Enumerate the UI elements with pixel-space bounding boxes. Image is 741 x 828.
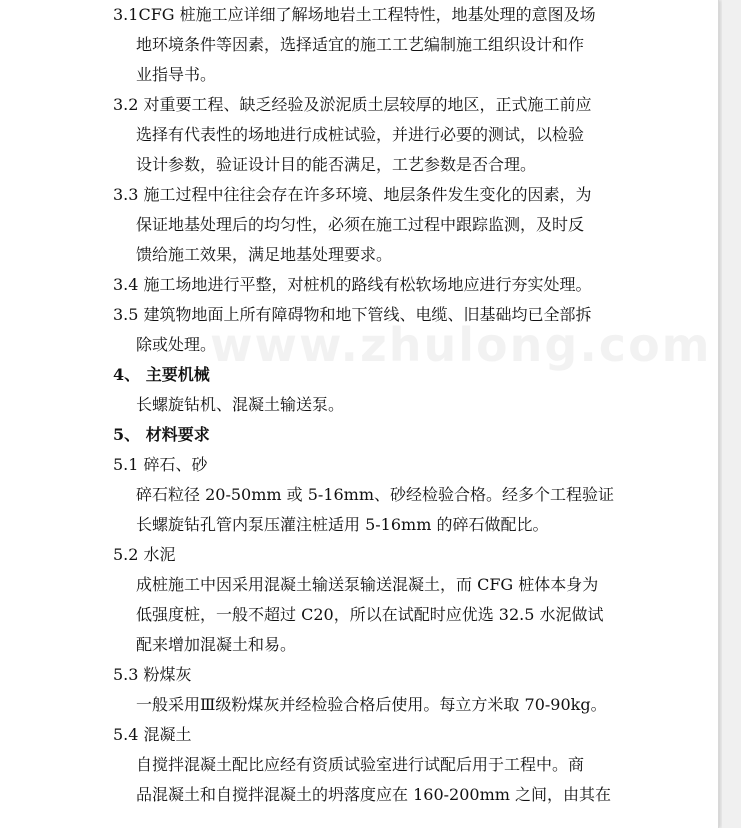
section-heading: 5、 材料要求: [113, 425, 210, 444]
text-line: 除或处理。: [136, 335, 217, 354]
subsection-heading: 5.2 水泥: [113, 545, 176, 564]
subsection-heading: 5.4 混凝土: [113, 725, 192, 744]
text-line: 自搅拌混凝土配比应经有资质试验室进行试配后用于工程中。商: [136, 755, 585, 774]
text-line: 长螺旋钻孔管内泵压灌注桩适用 5-16mm 的碎石做配比。: [136, 515, 549, 534]
text-line: 3.1CFG 桩施工应详细了解场地岩土工程特性，地基处理的意图及场: [113, 5, 596, 24]
text-line: 3.3 施工过程中往往会存在许多环境、地层条件发生变化的因素，为: [113, 185, 592, 204]
text-line: 选择有代表性的场地进行成桩试验，并进行必要的测试，以检验: [136, 125, 585, 144]
text-line: 长螺旋钻机、混凝土输送泵。: [136, 395, 345, 414]
text-line: 品混凝土和自搅拌混凝土的坍落度应在 160-200mm 之间，由其在: [136, 785, 612, 804]
subsection-heading: 5.1 碎石、砂: [113, 455, 208, 474]
text-line: 保证地基处理后的均匀性，必须在施工过程中跟踪监测，及时反: [136, 215, 585, 234]
text-line: 一般采用Ⅲ级粉煤灰并经检验合格后使用。每立方米取 70-90kg。: [136, 695, 607, 714]
scrollbar-track[interactable]: [722, 0, 741, 828]
text-line: 地环境条件等因素，选择适宜的施工工艺编制施工组织设计和作: [136, 35, 585, 54]
text-line: 3.4 施工场地进行平整，对桩机的路线有松软场地应进行夯实处理。: [113, 275, 592, 294]
text-line: 低强度桩，一般不超过 C20，所以在试配时应优选 32.5 水泥做试: [136, 605, 604, 624]
watermark: www.zhulong.com: [210, 318, 712, 372]
text-line: 3.2 对重要工程、缺乏经验及淤泥质土层较厚的地区，正式施工前应: [113, 95, 592, 114]
text-line: 设计参数，验证设计目的能否满足，工艺参数是否合理。: [136, 155, 537, 174]
text-line: 碎石粒径 20-50mm 或 5-16mm、砂经检验合格。经多个工程验证: [136, 485, 615, 504]
text-line: 成桩施工中因采用混凝土输送泵输送混凝土，而 CFG 桩体本身为: [136, 575, 599, 594]
section-heading: 4、 主要机械: [113, 365, 210, 384]
text-line: 馈给施工效果，满足地基处理要求。: [136, 245, 393, 264]
text-line: 配来增加混凝土和易。: [136, 635, 297, 654]
text-line: 3.5 建筑物地面上所有障碍物和地下管线、电缆、旧基础均已全部拆: [113, 305, 592, 324]
subsection-heading: 5.3 粉煤灰: [113, 665, 192, 684]
text-line: 业指导书。: [136, 65, 217, 84]
